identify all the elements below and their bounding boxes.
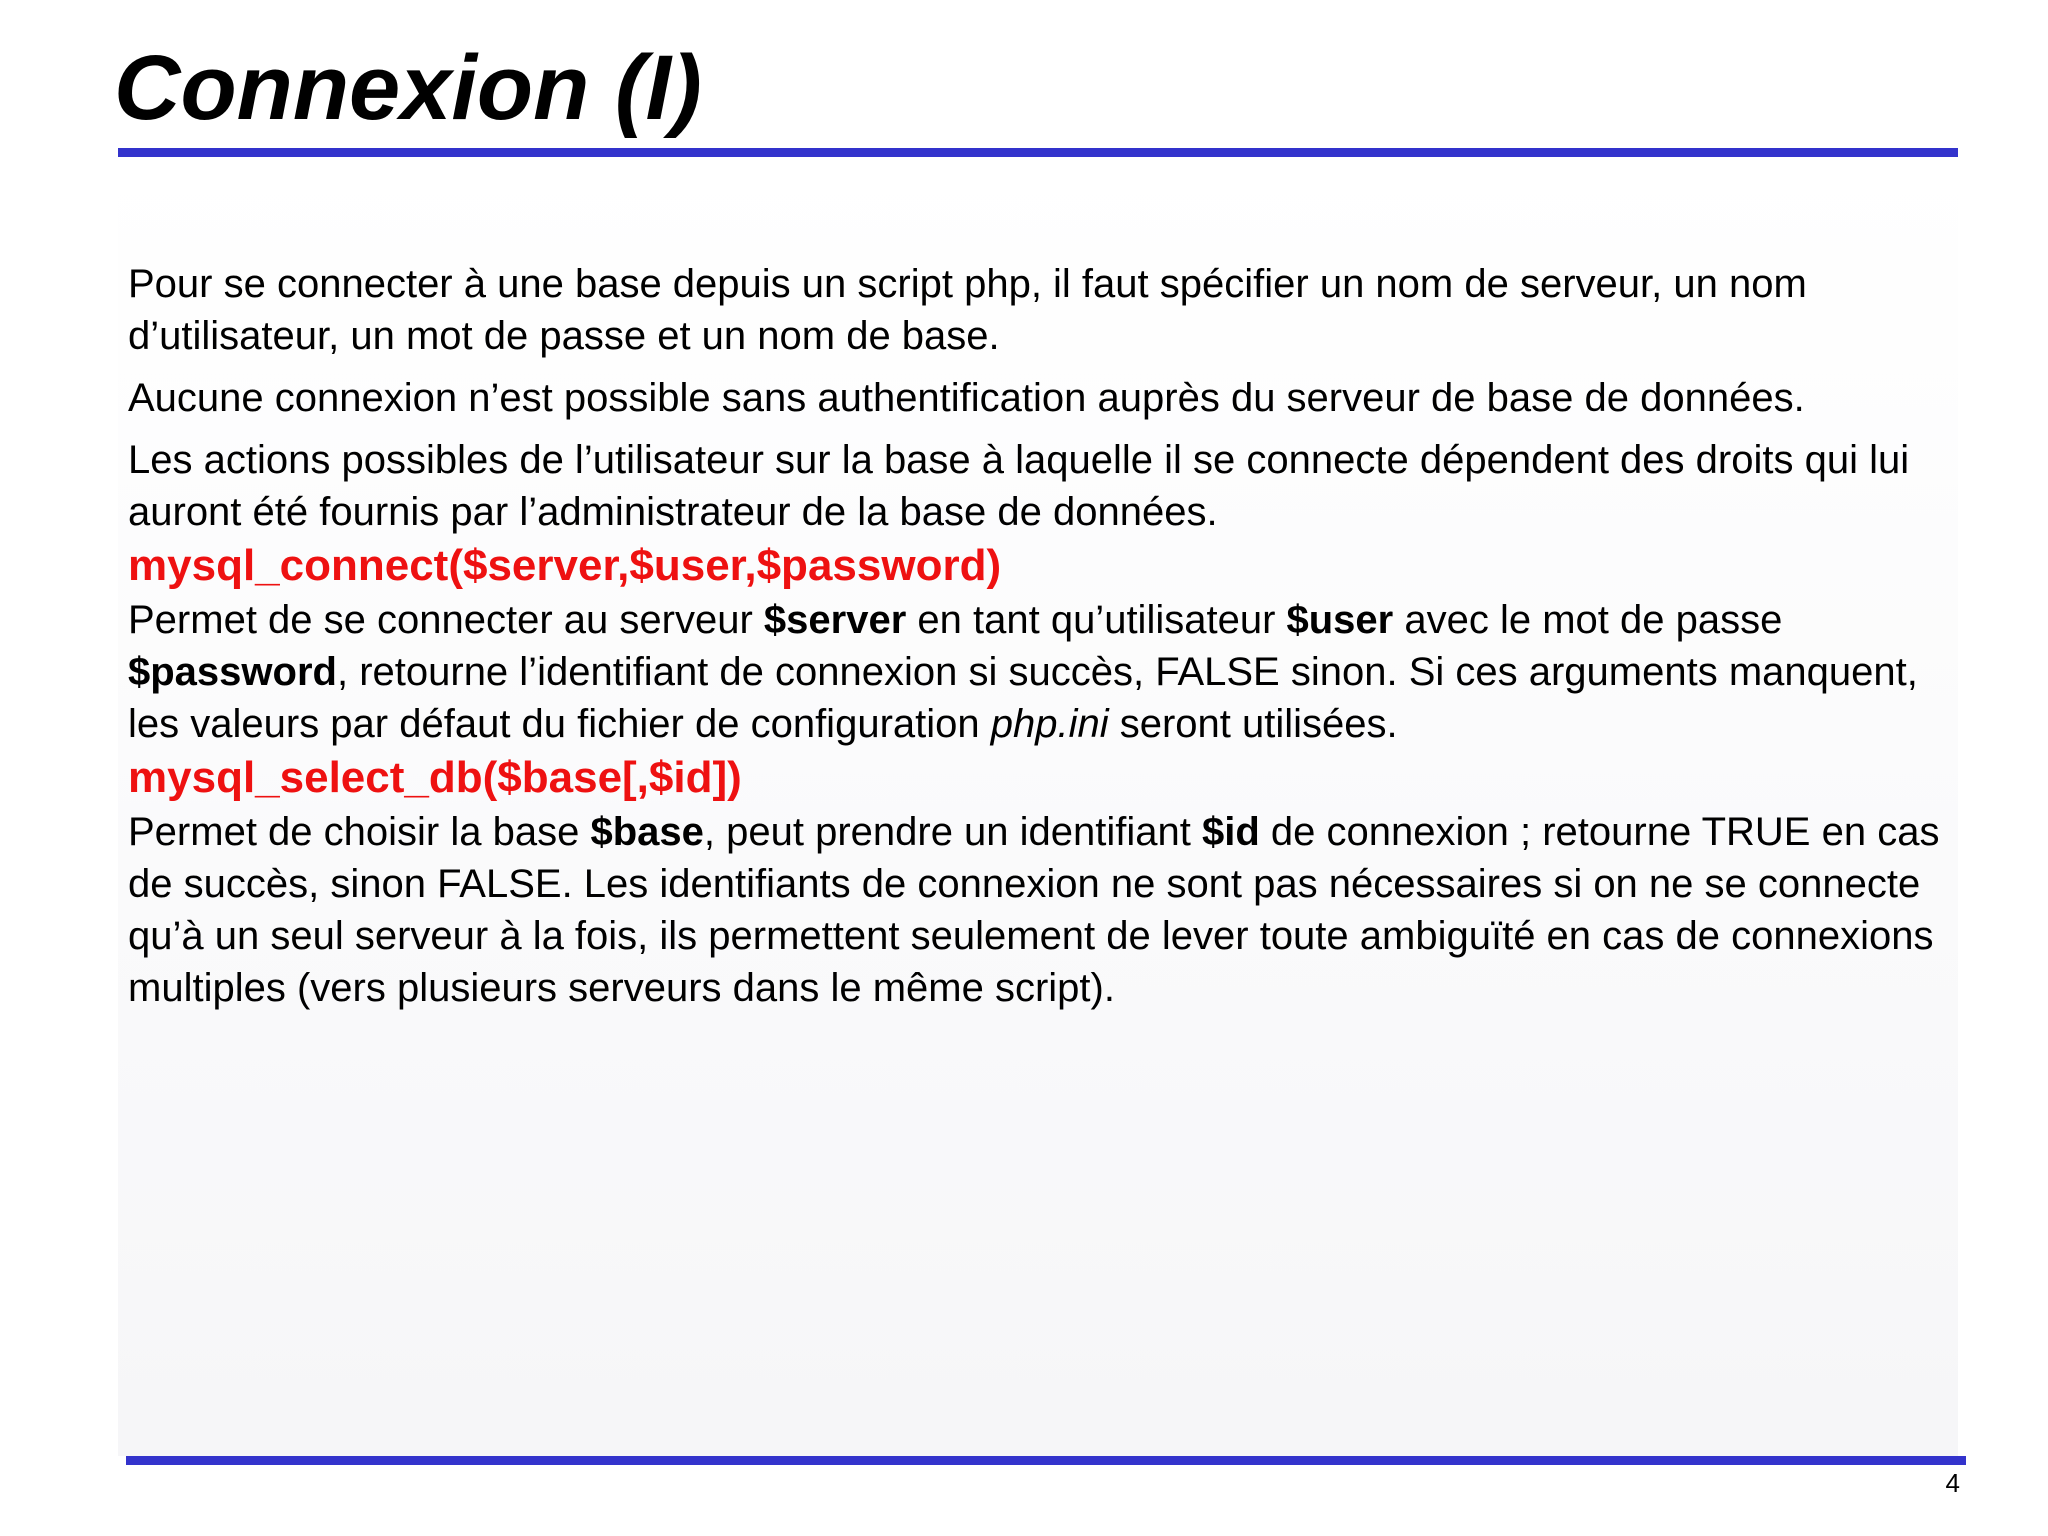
base-param: $base <box>590 810 704 854</box>
user-param: $user <box>1286 598 1394 642</box>
mysql-select-db-description <box>128 806 1948 1014</box>
desc-text: , retourne l’identifiant de connexion si succès, FALSE sinon. Si ces arguments manquent, les valeurs par défaut du fichier de configuration <box>128 650 1918 746</box>
title-divider <box>118 148 1958 157</box>
page-number: 4 <box>1945 1468 1960 1498</box>
config-file-name: php.ini <box>990 702 1109 746</box>
mysql-connect-description <box>128 594 1948 750</box>
slide-content <box>128 258 1948 1014</box>
footer-divider <box>126 1456 1966 1465</box>
mysql-select-db-signature: mysql_select_db($base[,$id]) <box>128 753 742 802</box>
desc-text: en tant qu’utilisateur <box>906 598 1287 642</box>
mysql-connect-signature: mysql_connect($server,$user,$password) <box>128 541 1002 590</box>
server-param: $server <box>763 598 907 642</box>
desc-text: Permet de se connecter au serveur <box>128 598 764 642</box>
id-param: $id <box>1202 810 1260 854</box>
intro-paragraph-2: Aucune connexion n’est possible sans authentification auprès du serveur de base de données. <box>128 376 1805 420</box>
desc-text: seront utilisées. <box>1108 702 1398 746</box>
intro-paragraph-3: Les actions possibles de l’utilisateur sur la base à laquelle il se connecte dépendent des droits qui lui auront été fournis par l’administrateur de la base de données. <box>128 438 1910 534</box>
desc-text: Permet de choisir la base <box>128 810 591 854</box>
desc-text: avec le mot de passe <box>1393 598 1783 642</box>
slide-title: Connexion (I) <box>114 37 702 139</box>
password-param: $password <box>128 650 337 694</box>
desc-text: , peut prendre un identifiant <box>703 810 1202 854</box>
intro-paragraph-1: Pour se connecter à une base depuis un script php, il faut spécifier un nom de serveur, un nom d’utilisateur, un mot de passe et un nom de base. <box>128 262 1807 358</box>
desc-text: de connexion ; retourne TRUE en cas de succès, sinon FALSE. Les identifiants de connexion ne sont pas nécessaires si on ne se connecte qu’à un seul serveur à la fois, ils permettent seulement de lever toute ambiguïté en cas de connexions multiples (vers plusieurs serveurs dans le même script). <box>128 810 1940 1010</box>
